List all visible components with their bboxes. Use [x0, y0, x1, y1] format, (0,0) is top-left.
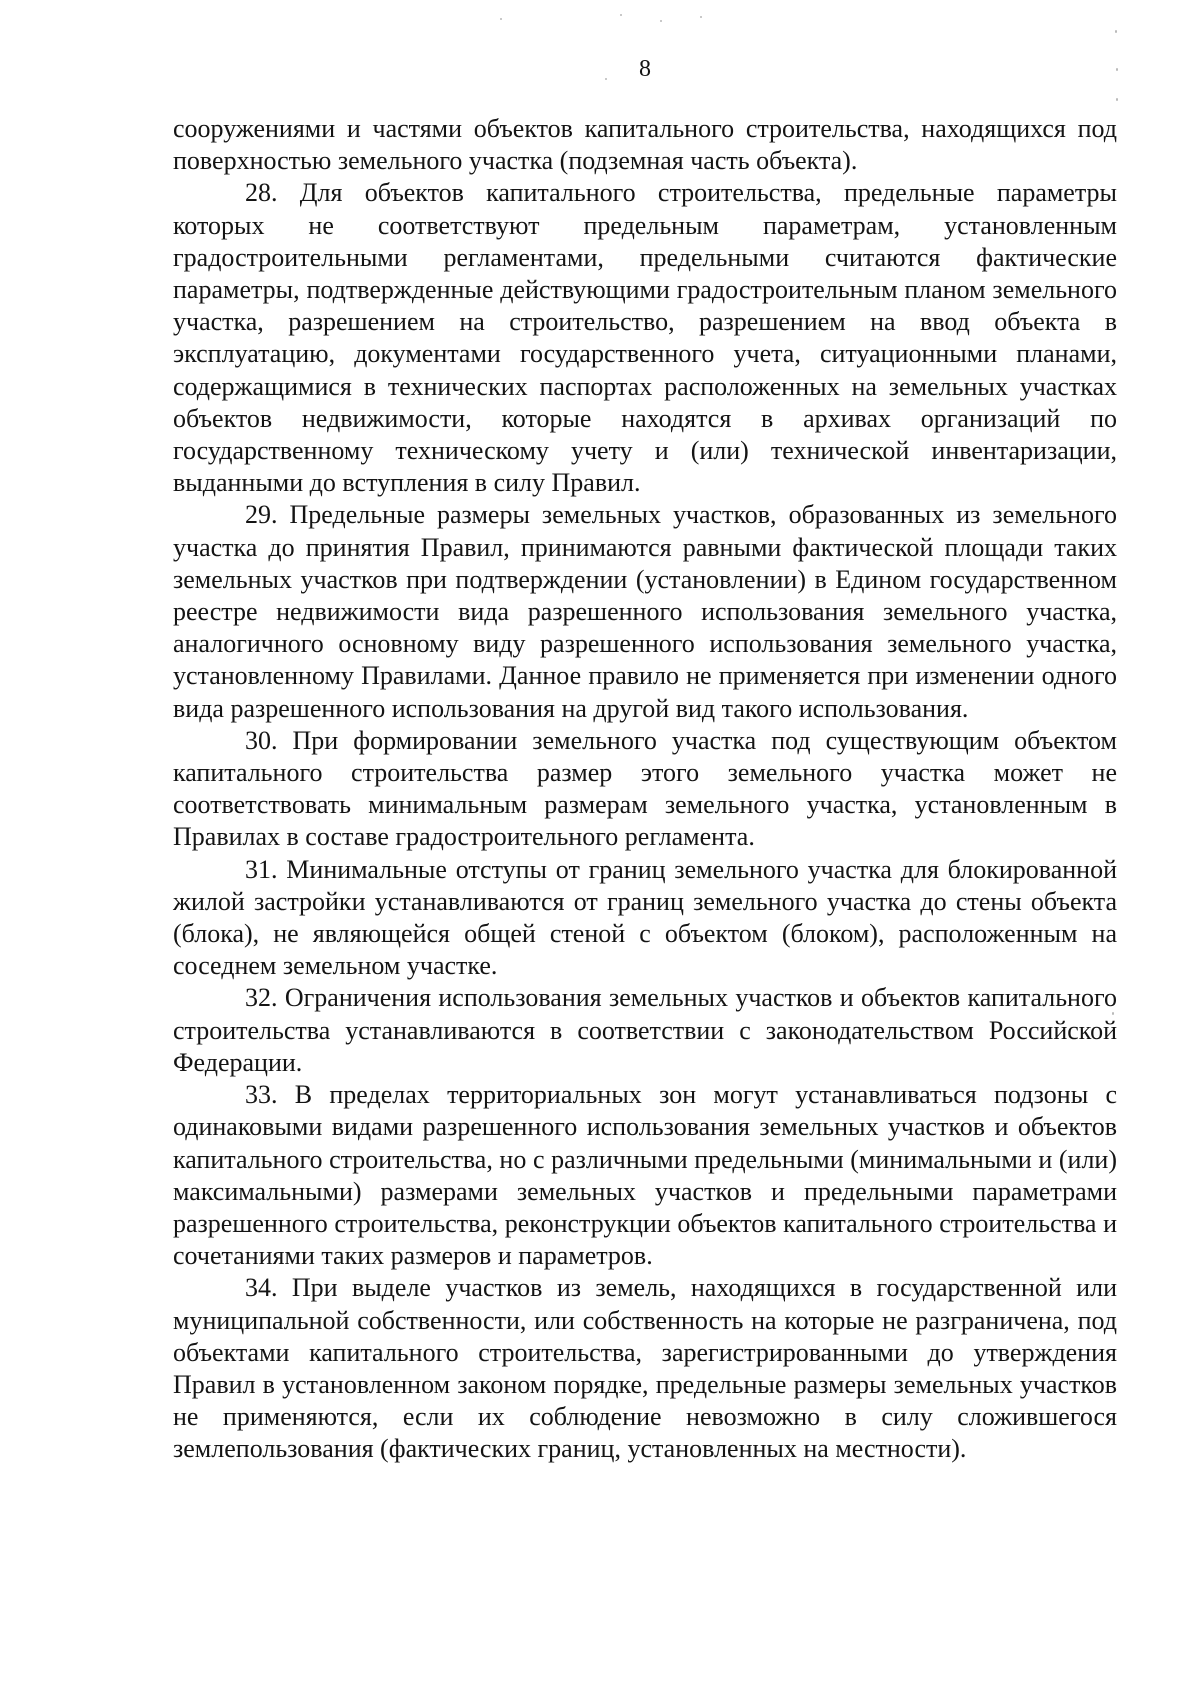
page-number: 8	[639, 56, 651, 82]
scan-speck	[605, 78, 607, 80]
paragraph-29: 29. Предельные размеры земельных участков, образованных из земельного участка до принятия Правил, принимаются равными фактической площади таких земельных участков при подтверждении (установлении) в Едином государственном реестре недвижимости вида разрешенного использования земельного участка, аналогичного основному виду разрешенного использования земельного участка, установленному Правилами. Данное правило не применяется при изменении одного вида разрешенного использования на другой вид такого использования.	[173, 500, 1117, 723]
scan-speck	[1115, 30, 1117, 33]
paragraph-31: 31. Минимальные отступы от границ земельного участка для блокированной жилой застройки устанавливаются от границ земельного участка до стены объекта (блока), не являющейся общей стеной с объектом (блоком), расположенным на соседнем земельном участке.	[173, 854, 1117, 981]
paragraph-continuation: сооружениями и частями объектов капитального строительства, находящихся под поверхностью земельного участка (подземная часть объекта).	[173, 114, 1117, 176]
paragraph-30: 30. При формировании земельного участка под существующим объектом капитального строительства размер этого земельного участка может не соответствовать минимальным размерам земельного участка, установленным в Правилах в составе градостроительного регламента.	[173, 725, 1117, 852]
scan-speck	[660, 20, 662, 22]
scan-speck	[1116, 98, 1118, 101]
paragraph-32: 32. Ограничения использования земельных участков и объектов капитального строительства устанавливаются в соответствии с законодательством Российской Федерации.	[173, 983, 1117, 1077]
scan-speck	[700, 16, 702, 18]
scan-speck	[620, 14, 622, 16]
document-body	[173, 113, 1117, 1466]
paragraph-28: 28. Для объектов капитального строительства, предельные параметры которых не соответствуют предельным параметрам, установленным градостроительными регламентами, предельными считаются фактические параметры, подтвержденные действующими градостроительным планом земельного участка, разрешением на строительство, разрешением на ввод объекта в эксплуатацию, документами государственного учета, ситуационными планами, содержащимися в технических паспортах расположенных на земельных участках объектов недвижимости, которые находятся в архивах организаций по государственному техническому учету и (или) технической инвентаризации, выданными до вступления в силу Правил.	[173, 178, 1117, 498]
paragraph-33: 33. В пределах территориальных зон могут устанавливаться подзоны с одинаковыми видами разрешенного использования земельных участков и объектов капитального строительства, но с различными предельными (минимальными и (или) максимальными) размерами земельных участков и предельными параметрами разрешенного строительства, реконструкции объектов капитального строительства и сочетаниями таких размеров и параметров.	[173, 1080, 1117, 1271]
scan-speck	[1112, 1012, 1114, 1015]
scan-speck	[1116, 68, 1118, 71]
scan-speck	[500, 18, 502, 20]
paragraph-34: 34. При выделе участков из земель, находящихся в государственной или муниципальной собственности, или собственность на которые не разграничена, под объектами капитального строительства, зарегистрированными до утверждения Правил в установленном законом порядке, предельные размеры земельных участков не применяются, если их соблюдение невозможно в силу сложившегося землепользования (фактических границ, установленных на местности).	[173, 1273, 1117, 1464]
